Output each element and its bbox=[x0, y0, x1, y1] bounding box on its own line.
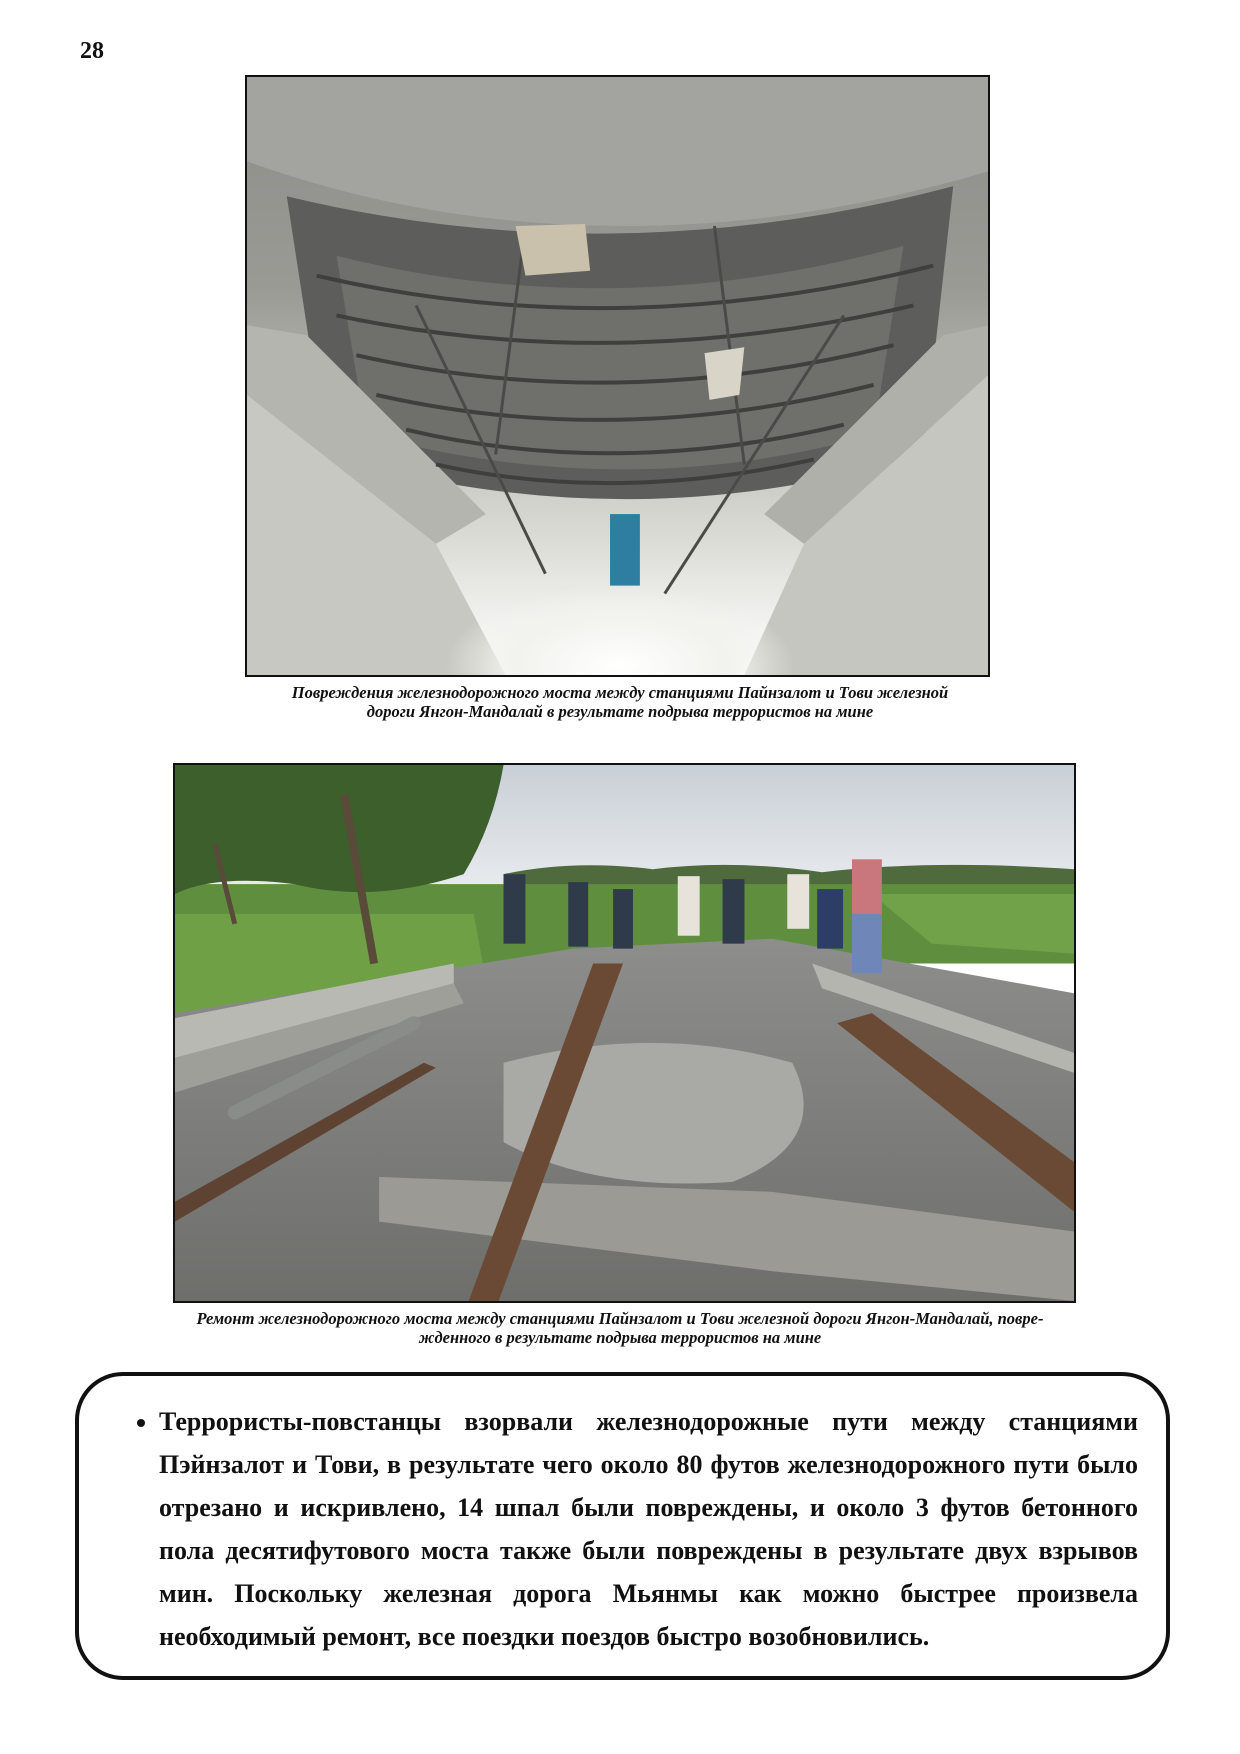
caption-line: Повреждения железнодорожного моста между станциями Пайнзалот и Тови железной bbox=[291, 683, 949, 702]
bullet-list bbox=[127, 1400, 1138, 1658]
figure-caption-1 bbox=[200, 683, 1040, 721]
figure-caption-2 bbox=[60, 1309, 1180, 1347]
bullet-item: • Террористы-повстанцы взорвали железнодорожные пути между станциями Пэйнзалот и Тови, в результате чего около 80 футов железнодорожного пути было отрезано и искривлено, 14 шпал были повреждены, и около 3 футов бетонного пола десятифутового моста также были повреждены в результате двух взрывов мин. Поскольку железная дорога Мьянмы как можно быстрее произвела необходимый ремонт, все поездки поездов быстро возобновились. bbox=[159, 1400, 1138, 1658]
caption-line: жденного в результате подрыва террористов на мине bbox=[418, 1328, 822, 1347]
info-box bbox=[75, 1372, 1170, 1680]
bridge-damage-photo bbox=[245, 75, 990, 677]
track-repair-photo bbox=[173, 763, 1076, 1303]
caption-line: Ремонт железнодорожного моста между станциями Пайнзалот и Тови железной дороги Янгон-Мандалай, повре- bbox=[196, 1309, 1044, 1328]
caption-line: дороги Янгон-Мандалай в результате подрыва террористов на мине bbox=[366, 702, 874, 721]
page-number: 28 bbox=[80, 38, 104, 64]
